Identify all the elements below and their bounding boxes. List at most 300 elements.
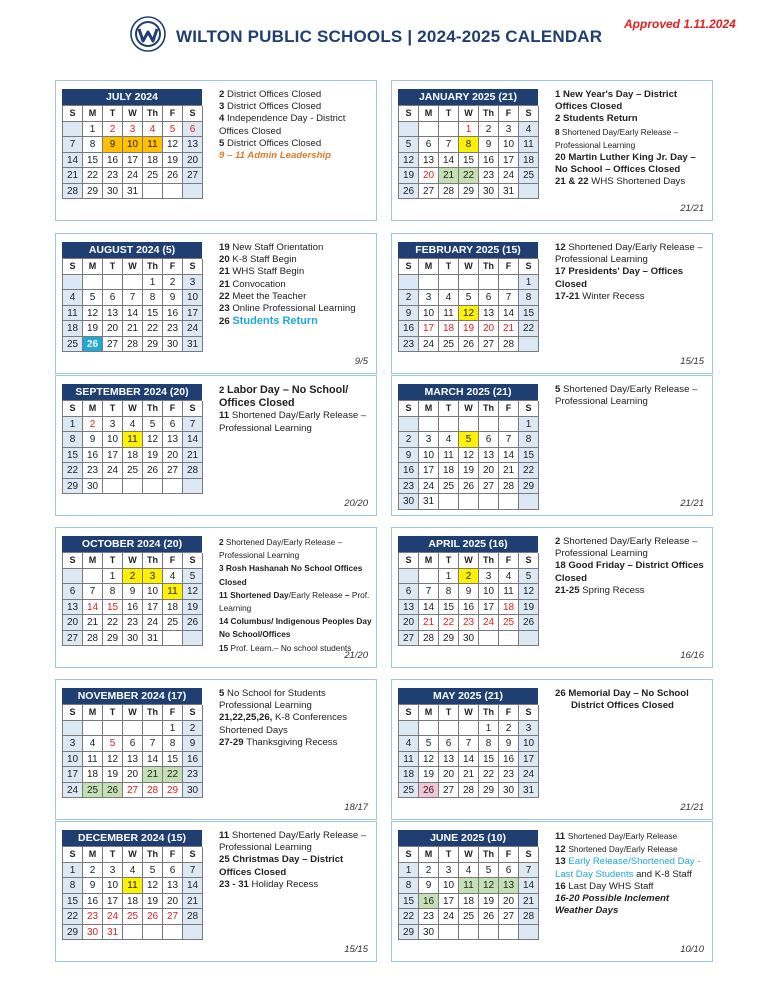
- note-text: 12: [555, 844, 569, 856]
- day-cell: 2: [399, 290, 419, 306]
- day-cell: [63, 721, 83, 737]
- day-cell: 10: [103, 878, 123, 894]
- note-text: 2: [219, 89, 228, 100]
- day-cell: [143, 925, 163, 941]
- note-text: 5: [555, 384, 564, 395]
- day-cell: 28: [183, 909, 203, 925]
- day-cell: 30: [123, 631, 143, 647]
- weekday-header: M: [419, 106, 439, 122]
- note-text: 20 Martin Luther King Jr. Day – No School – Offices Closed: [555, 152, 696, 176]
- day-cell: 17: [419, 463, 439, 479]
- note-text: Early Release/Shortened Day - Last Day Students: [555, 856, 701, 880]
- day-cell: 4: [83, 736, 103, 752]
- day-cell: 29: [63, 479, 83, 495]
- day-cell: 13: [499, 878, 519, 894]
- weekday-header: Th: [479, 401, 499, 417]
- day-cell: [519, 631, 539, 647]
- day-cell: 9: [459, 584, 479, 600]
- weekday-header: S: [63, 401, 83, 417]
- day-count: 18/17: [344, 802, 368, 813]
- day-cell: 29: [479, 783, 499, 799]
- note-text: Independence Day - District Offices Closed: [219, 113, 346, 137]
- note-text: New Staff Orientation: [232, 242, 324, 253]
- day-cell: 2: [123, 569, 143, 585]
- day-count: 21/21: [680, 498, 704, 509]
- day-cell: 9: [163, 290, 183, 306]
- note-text: 16: [555, 880, 569, 892]
- day-cell: 12: [459, 448, 479, 464]
- day-cell: 17: [419, 321, 439, 337]
- note-text: Shortened Day/Early Release – Professional Learning: [555, 536, 698, 560]
- day-cell: [439, 417, 459, 433]
- note-text: District Offices Closed: [227, 101, 322, 113]
- day-count: 16/16: [680, 650, 704, 661]
- day-cell: 15: [83, 153, 103, 169]
- day-cell: 27: [183, 168, 203, 184]
- weekday-header: F: [499, 401, 519, 417]
- month-box: [391, 80, 713, 221]
- note-line: [555, 585, 709, 597]
- note-text: 26 Memorial Day – No School: [555, 688, 689, 699]
- day-cell: [123, 721, 143, 737]
- note-text: 2: [555, 536, 564, 547]
- weekday-header: T: [439, 553, 459, 569]
- day-cell: 22: [143, 321, 163, 337]
- day-cell: [103, 721, 123, 737]
- day-cell: 23: [83, 463, 103, 479]
- month-title: AUGUST 2024 (5): [62, 242, 202, 258]
- day-cell: 9: [83, 878, 103, 894]
- day-cell: 29: [143, 337, 163, 353]
- day-cell: 23: [103, 168, 123, 184]
- weekday-header: S: [519, 401, 539, 417]
- day-cell: 19: [143, 894, 163, 910]
- day-cell: 28: [499, 479, 519, 495]
- day-cell: 1: [519, 417, 539, 433]
- weekday-header: M: [419, 553, 439, 569]
- day-cell: 30: [459, 631, 479, 647]
- weekday-header: M: [419, 705, 439, 721]
- day-cell: 27: [399, 631, 419, 647]
- day-cell: 9: [399, 448, 419, 464]
- day-cell: 25: [63, 337, 83, 353]
- day-cell: 6: [499, 863, 519, 879]
- day-count: 9/5: [354, 356, 368, 367]
- day-cell: 5: [419, 736, 439, 752]
- day-cell: 25: [499, 615, 519, 631]
- month-box: [391, 821, 713, 962]
- note-line: [555, 266, 709, 290]
- day-cell: 18: [499, 600, 519, 616]
- note-text: 2: [219, 385, 228, 396]
- weekday-header: T: [103, 847, 123, 863]
- day-cell: 6: [479, 290, 499, 306]
- day-cell: 30: [399, 494, 419, 510]
- day-cell: 2: [419, 863, 439, 879]
- day-cell: 6: [163, 417, 183, 433]
- day-cell: 14: [183, 878, 203, 894]
- month-calendar: [62, 242, 202, 352]
- day-cell: [83, 721, 103, 737]
- day-cell: 6: [479, 432, 499, 448]
- day-cell: 25: [83, 783, 103, 799]
- day-cell: [439, 122, 459, 138]
- month-notes: [555, 830, 709, 917]
- day-cell: 19: [419, 767, 439, 783]
- day-cell: 24: [519, 767, 539, 783]
- note-text: 21 & 22: [555, 176, 592, 188]
- weekday-header: S: [399, 259, 419, 275]
- weekday-header: Th: [143, 401, 163, 417]
- day-cell: 6: [63, 584, 83, 600]
- day-count: 15/15: [344, 944, 368, 955]
- day-cell: 9: [123, 584, 143, 600]
- month-calendar: [398, 89, 538, 199]
- day-cell: 5: [519, 569, 539, 585]
- weekday-header: M: [83, 847, 103, 863]
- day-cell: 8: [143, 290, 163, 306]
- day-cell: 13: [479, 448, 499, 464]
- day-cell: 5: [479, 863, 499, 879]
- day-cell: 21: [459, 767, 479, 783]
- note-text: Shortened Day/Early Release – Professional Learning: [219, 830, 367, 854]
- day-cell: 5: [143, 863, 163, 879]
- weekday-header: S: [183, 259, 203, 275]
- day-cell: 22: [63, 463, 83, 479]
- day-cell: [499, 417, 519, 433]
- day-cell: 19: [399, 168, 419, 184]
- day-cell: 15: [103, 600, 123, 616]
- day-cell: 12: [143, 432, 163, 448]
- day-cell: 5: [163, 122, 183, 138]
- day-cell: 15: [519, 306, 539, 322]
- day-cell: [83, 275, 103, 291]
- day-cell: 9: [479, 137, 499, 153]
- day-cell: 7: [183, 863, 203, 879]
- note-text: 15: [219, 642, 231, 653]
- day-cell: 20: [439, 767, 459, 783]
- day-cell: 24: [499, 168, 519, 184]
- day-cell: [479, 631, 499, 647]
- month-title: FEBRUARY 2025 (15): [398, 242, 538, 258]
- note-line: [555, 881, 709, 893]
- day-grid: [62, 846, 202, 940]
- day-grid: [62, 400, 202, 494]
- day-cell: [519, 184, 539, 200]
- month-calendar: [398, 242, 538, 352]
- day-cell: [399, 122, 419, 138]
- day-cell: 22: [163, 767, 183, 783]
- day-cell: 22: [103, 615, 123, 631]
- day-cell: 9: [419, 878, 439, 894]
- day-cell: 20: [499, 894, 519, 910]
- weekday-header: Th: [479, 705, 499, 721]
- day-cell: 8: [439, 584, 459, 600]
- day-cell: 15: [459, 153, 479, 169]
- month-calendar: [62, 536, 202, 646]
- day-cell: [183, 184, 203, 200]
- note-text: 17-21: [555, 290, 583, 302]
- day-cell: 24: [419, 479, 439, 495]
- day-cell: 28: [439, 184, 459, 200]
- day-cell: 18: [143, 153, 163, 169]
- day-cell: 5: [143, 417, 163, 433]
- day-cell: [83, 569, 103, 585]
- weekday-header: M: [83, 106, 103, 122]
- day-cell: 24: [123, 168, 143, 184]
- note-line: [219, 291, 373, 303]
- day-cell: 5: [183, 569, 203, 585]
- day-cell: 25: [143, 168, 163, 184]
- day-cell: 26: [399, 184, 419, 200]
- weekday-header: S: [519, 705, 539, 721]
- day-cell: 14: [83, 600, 103, 616]
- day-cell: 16: [419, 894, 439, 910]
- day-cell: 13: [439, 752, 459, 768]
- weekday-header: S: [399, 553, 419, 569]
- day-cell: 15: [63, 448, 83, 464]
- day-cell: 31: [519, 783, 539, 799]
- day-cell: 17: [123, 153, 143, 169]
- weekday-header: F: [163, 553, 183, 569]
- weekday-header: Th: [479, 847, 499, 863]
- note-line: [219, 254, 373, 266]
- day-cell: 7: [143, 736, 163, 752]
- day-cell: 17: [183, 306, 203, 322]
- weekday-header: F: [163, 847, 183, 863]
- weekday-header: W: [459, 553, 479, 569]
- day-cell: 17: [143, 600, 163, 616]
- day-cell: 21: [63, 168, 83, 184]
- day-cell: 26: [183, 615, 203, 631]
- note-text: District Offices Closed: [227, 137, 322, 149]
- day-cell: 6: [439, 736, 459, 752]
- note-line: [555, 560, 709, 584]
- month-box: [55, 375, 377, 516]
- note-line: [219, 242, 373, 254]
- day-cell: [499, 925, 519, 941]
- month-notes: [555, 536, 709, 597]
- note-line: [219, 615, 373, 641]
- day-cell: 22: [63, 909, 83, 925]
- note-line: [555, 152, 709, 176]
- day-cell: [439, 721, 459, 737]
- note-text: No School for Students Professional Learning: [219, 688, 326, 712]
- weekday-header: T: [103, 106, 123, 122]
- day-cell: 4: [163, 569, 183, 585]
- month-calendar: [62, 384, 202, 494]
- day-cell: 14: [63, 153, 83, 169]
- note-line: [219, 89, 373, 101]
- day-cell: 8: [459, 137, 479, 153]
- day-cell: 19: [519, 600, 539, 616]
- day-cell: 10: [519, 736, 539, 752]
- note-text: 22: [219, 290, 233, 302]
- day-cell: 28: [499, 337, 519, 353]
- day-cell: 10: [183, 290, 203, 306]
- day-cell: 7: [519, 863, 539, 879]
- day-cell: 4: [459, 863, 479, 879]
- day-cell: 26: [519, 615, 539, 631]
- weekday-header: S: [183, 401, 203, 417]
- note-line: [219, 410, 373, 434]
- day-cell: 3: [103, 417, 123, 433]
- day-cell: 25: [439, 479, 459, 495]
- day-cell: 22: [519, 321, 539, 337]
- weekday-header: S: [399, 705, 419, 721]
- month-notes: [219, 536, 373, 655]
- weekday-header: T: [103, 259, 123, 275]
- day-cell: 19: [459, 463, 479, 479]
- day-cell: 17: [103, 448, 123, 464]
- day-cell: 24: [143, 615, 163, 631]
- month-box: [55, 821, 377, 962]
- day-cell: 26: [143, 463, 163, 479]
- weekday-header: S: [399, 401, 419, 417]
- note-text: 16-20 Possible Inclement Weather Days: [555, 893, 670, 917]
- weekday-header: S: [63, 705, 83, 721]
- day-count: 21/21: [680, 203, 704, 214]
- day-cell: [183, 479, 203, 495]
- day-cell: [163, 479, 183, 495]
- day-cell: [63, 275, 83, 291]
- day-cell: 26: [419, 783, 439, 799]
- day-cell: [459, 925, 479, 941]
- day-cell: 1: [83, 122, 103, 138]
- day-cell: 8: [399, 878, 419, 894]
- note-text: Holiday Recess: [251, 878, 319, 890]
- day-cell: 6: [163, 863, 183, 879]
- note-text: Meet the Teacher: [232, 290, 307, 302]
- day-count: 10/10: [680, 944, 704, 955]
- day-cell: 29: [63, 925, 83, 941]
- month-title: MARCH 2025 (21): [398, 384, 538, 400]
- month-calendar: [62, 89, 202, 199]
- day-cell: 19: [163, 153, 183, 169]
- month-title: JANUARY 2025 (21): [398, 89, 538, 105]
- day-cell: 26: [103, 783, 123, 799]
- day-cell: 20: [123, 767, 143, 783]
- day-cell: 14: [519, 878, 539, 894]
- day-cell: 9: [83, 432, 103, 448]
- day-cell: 11: [123, 878, 143, 894]
- weekday-header: W: [123, 705, 143, 721]
- day-cell: 10: [499, 137, 519, 153]
- day-cell: 6: [123, 736, 143, 752]
- note-text: 5: [219, 137, 228, 149]
- day-cell: 2: [103, 122, 123, 138]
- note-line: [555, 242, 709, 266]
- note-line: [219, 138, 373, 150]
- note-line: [555, 536, 709, 560]
- day-cell: 8: [163, 736, 183, 752]
- day-cell: 25: [439, 337, 459, 353]
- day-cell: 11: [163, 584, 183, 600]
- note-line: [219, 830, 373, 854]
- note-line: [555, 291, 709, 303]
- note-text: 12: [555, 242, 569, 253]
- day-cell: 27: [439, 783, 459, 799]
- day-cell: 16: [83, 894, 103, 910]
- weekday-header: T: [439, 847, 459, 863]
- day-cell: 26: [459, 337, 479, 353]
- day-cell: [419, 122, 439, 138]
- day-cell: 13: [123, 752, 143, 768]
- day-cell: 2: [83, 417, 103, 433]
- wilton-seal-icon: [130, 16, 166, 52]
- day-cell: 24: [103, 909, 123, 925]
- day-cell: 10: [123, 137, 143, 153]
- day-cell: 16: [163, 306, 183, 322]
- month-calendar: [398, 384, 538, 510]
- weekday-header: F: [163, 401, 183, 417]
- note-text: Shortened Day/Early Release: [568, 844, 678, 855]
- day-cell: 13: [183, 137, 203, 153]
- note-text: 14 Columbus/ Indigenous Peoples Day No School/Offices: [219, 616, 372, 640]
- day-cell: [143, 479, 163, 495]
- day-cell: 14: [459, 752, 479, 768]
- note-text: 11: [219, 410, 232, 422]
- weekday-header: S: [399, 106, 419, 122]
- day-cell: 25: [123, 909, 143, 925]
- day-cell: 12: [519, 584, 539, 600]
- page-title: WILTON PUBLIC SCHOOLS | 2024-2025 CALENDAR: [176, 27, 603, 46]
- day-cell: 11: [439, 448, 459, 464]
- day-cell: 30: [499, 783, 519, 799]
- day-count: 21/20: [344, 650, 368, 661]
- weekday-header: T: [103, 401, 123, 417]
- day-cell: 18: [123, 448, 143, 464]
- day-cell: 16: [499, 752, 519, 768]
- day-cell: 7: [419, 584, 439, 600]
- weekday-header: M: [419, 847, 439, 863]
- weekday-header: M: [83, 259, 103, 275]
- month-title: APRIL 2025 (16): [398, 536, 538, 552]
- weekday-header: F: [499, 553, 519, 569]
- day-cell: [399, 275, 419, 291]
- day-cell: 27: [103, 337, 123, 353]
- day-cell: 8: [63, 432, 83, 448]
- day-cell: 23: [83, 909, 103, 925]
- day-cell: 25: [399, 783, 419, 799]
- day-cell: 4: [519, 122, 539, 138]
- note-line: [555, 126, 709, 152]
- day-cell: 24: [103, 463, 123, 479]
- month-notes: [219, 688, 373, 749]
- day-cell: [183, 631, 203, 647]
- note-line: [219, 879, 373, 891]
- day-cell: [143, 184, 163, 200]
- note-line: [219, 688, 373, 712]
- day-cell: 12: [83, 306, 103, 322]
- day-cell: 29: [163, 783, 183, 799]
- weekday-header: T: [439, 401, 459, 417]
- day-cell: 10: [419, 306, 439, 322]
- day-cell: 31: [419, 494, 439, 510]
- day-cell: 27: [63, 631, 83, 647]
- day-cell: 13: [163, 878, 183, 894]
- day-cell: 18: [439, 321, 459, 337]
- day-cell: 18: [163, 600, 183, 616]
- day-cell: 17: [63, 767, 83, 783]
- day-cell: 11: [499, 584, 519, 600]
- day-cell: [123, 275, 143, 291]
- note-text: Thanksgiving Recess: [246, 736, 338, 748]
- day-cell: 23: [399, 337, 419, 353]
- day-cell: 17: [479, 600, 499, 616]
- day-cell: 30: [83, 925, 103, 941]
- note-text: Prof. Learn.– No school students: [230, 642, 352, 653]
